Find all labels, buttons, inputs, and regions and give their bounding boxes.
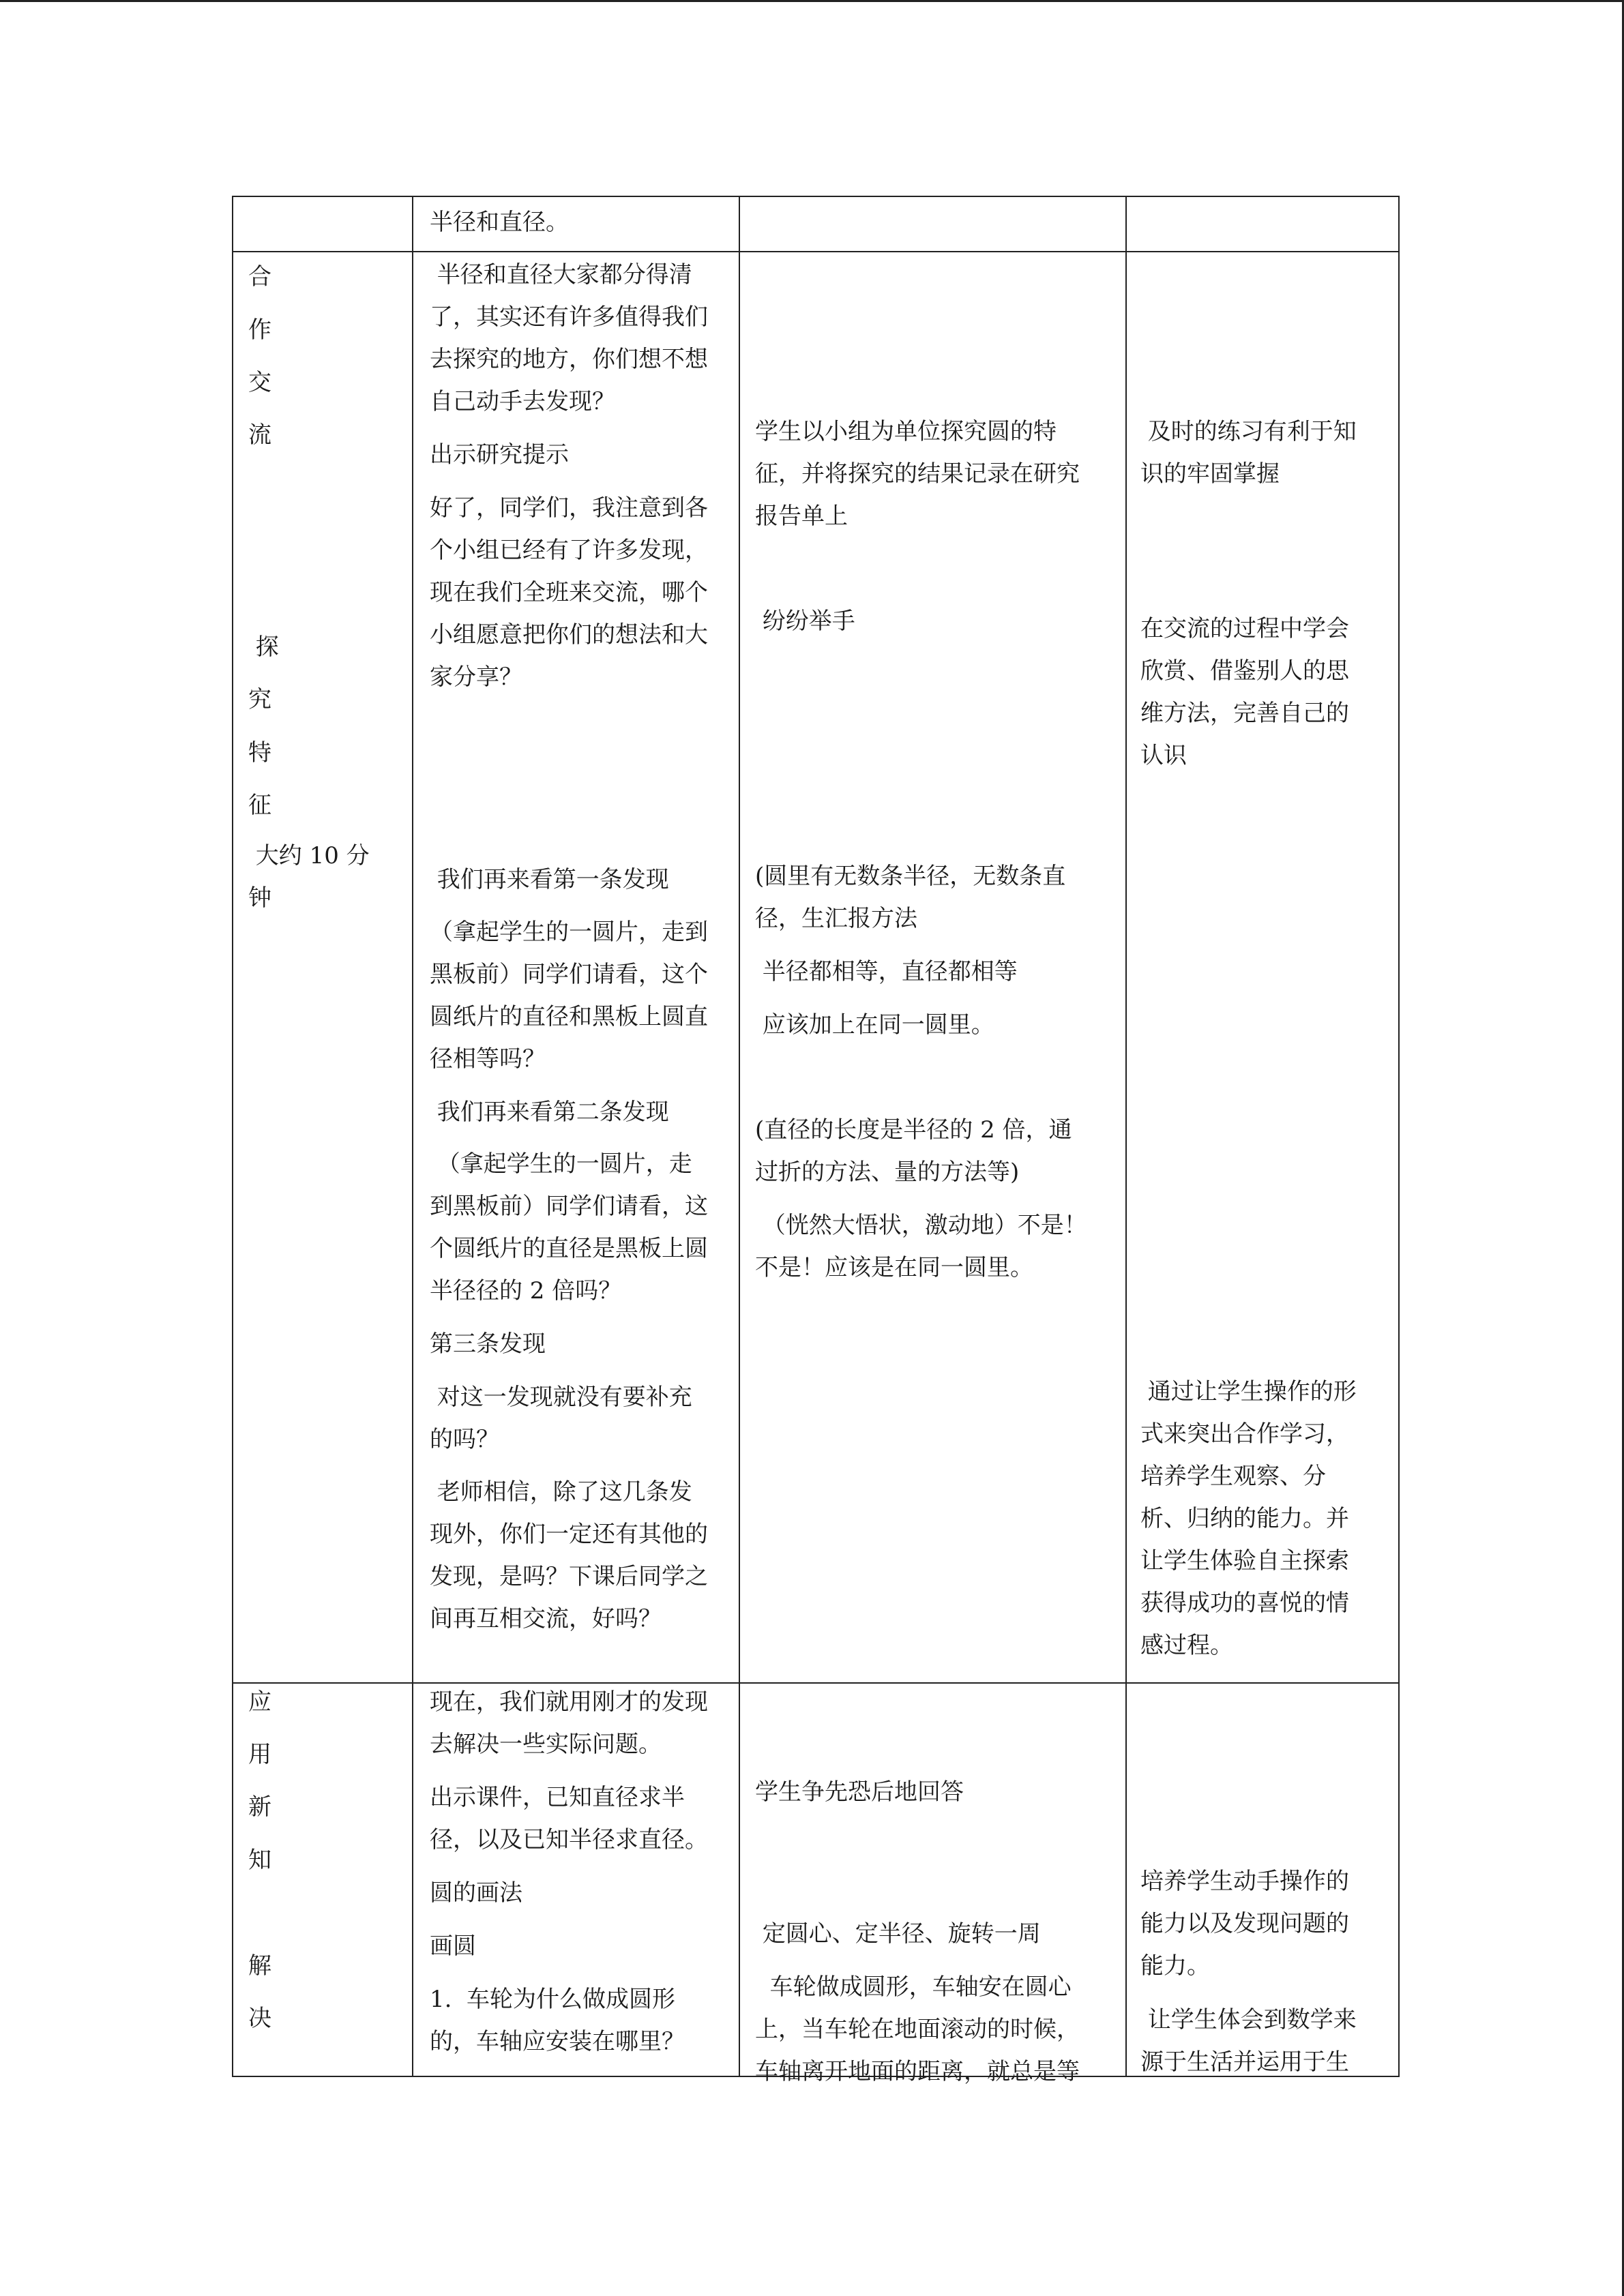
purpose-line: 及时的练习有利于知 (1140, 418, 1357, 445)
table-row (233, 252, 1399, 1683)
student-line: (圆里有无数条半径，无数条直 (755, 863, 1066, 890)
purpose-line: 让学生体会到数学来 (1140, 2006, 1357, 2033)
purpose-line: 让学生体验自主探索 (1140, 1547, 1349, 1575)
teacher-line: 我们再来看第二条发现 (430, 1099, 669, 1126)
teacher-line: 1. 车轮为什么做成圆形 (430, 1986, 676, 2013)
teacher-line: 半径和直径。 (430, 209, 569, 236)
teacher-line: 的吗？ (430, 1426, 499, 1453)
lesson-plan-table (232, 196, 1400, 2085)
student-line: （恍然大悟状，激动地）不是！ (755, 1212, 1087, 1239)
purpose-line: 培养学生动手操作的 (1140, 1868, 1349, 1895)
stage-char: 新 (248, 1793, 271, 1821)
page-edge-top (0, 0, 1624, 2)
teacher-line: 出示研究提示 (430, 441, 569, 468)
purpose-line: 能力。 (1140, 1952, 1210, 1980)
student-line: 过折的方法、量的方法等) (755, 1159, 1020, 1186)
student-activity-cell (739, 252, 1126, 1683)
student-line: 征，并将探究的结果记录在研究 (755, 460, 1080, 488)
student-line: 学生争先恐后地回答 (755, 1778, 964, 1806)
student-line: 纷纷举手 (755, 608, 855, 635)
stage-char: 交 (248, 369, 271, 396)
purpose-line: 培养学生观察、分 (1140, 1463, 1326, 1490)
student-line: 径，生汇报方法 (755, 905, 917, 932)
student-line: 定圆心、定半径、旋转一周 (755, 1920, 1041, 1948)
stage-cell (233, 252, 413, 1683)
student-line: 学生以小组为单位探究圆的特 (755, 418, 1057, 445)
stage-char: 征 (248, 792, 271, 819)
teacher-line: 径，以及已知半径求直径。 (430, 1826, 708, 1853)
student-line: 报告单上 (755, 503, 848, 530)
teacher-line: 对这一发现就没有要补充 (430, 1384, 692, 1411)
design-intent-cell (1126, 196, 1399, 252)
teacher-line: 发现，是吗？下课后同学之 (430, 1563, 708, 1590)
purpose-line: 维方法，完善自己的 (1140, 700, 1349, 727)
teacher-line: （拿起学生的一圆片，走 (430, 1150, 692, 1178)
teacher-line: 间再互相交流，好吗？ (430, 1605, 662, 1632)
stage-cell (233, 1683, 413, 2076)
purpose-line: 析、归纳的能力。并 (1140, 1505, 1349, 1532)
teacher-line: 圆纸片的直径和黑板上圆直 (430, 1003, 708, 1030)
teacher-line: 现在，我们就用刚才的发现 (430, 1688, 708, 1716)
stage-char: 合 (248, 263, 271, 290)
teacher-activity-cell (413, 252, 739, 1683)
student-line: 半径都相等，直径都相等 (755, 958, 1018, 985)
purpose-line: 欣赏、借鉴别人的思 (1140, 657, 1349, 685)
teacher-line: 半径和直径大家都分得清 (430, 261, 692, 288)
purpose-line: 认识 (1140, 742, 1187, 769)
design-intent-cell (1126, 1683, 1399, 2076)
teacher-line: 自己动手去发现？ (430, 388, 615, 415)
student-line: 车轴离开地面的距离，就总是等 (755, 2058, 1080, 2085)
table-row (233, 1683, 1399, 2076)
stage-char: 知 (248, 1847, 271, 1874)
teacher-line: 去解决一些实际问题。 (430, 1731, 662, 1758)
teacher-line: 了，其实还有许多值得我们 (430, 303, 708, 331)
student-line: 应该加上在同一圆里。 (755, 1011, 994, 1039)
student-line: 上，当车轮在地面滚动的时候， (755, 2016, 1080, 2043)
teacher-line: 现外，你们一定还有其他的 (430, 1521, 708, 1548)
table-row (233, 196, 1399, 252)
stage-char: 探 (248, 633, 279, 661)
stage-char: 作 (248, 316, 271, 344)
teacher-line: 个圆纸片的直径是黑板上圆 (430, 1235, 708, 1262)
teacher-line: 现在我们全班来交流，哪个 (430, 579, 708, 606)
purpose-line: 源于生活并运用于生 (1140, 2048, 1349, 2076)
teacher-line: 画圆 (430, 1933, 476, 1960)
purpose-line: 在交流的过程中学会 (1140, 615, 1349, 642)
teacher-line: 我们再来看第一条发现 (430, 866, 669, 893)
stage-char: 究 (248, 686, 271, 713)
stage-char: 解 (248, 1952, 271, 1980)
stage-duration: 大约 10 分 (248, 842, 370, 869)
teacher-line: 出示课件，已知直径求半 (430, 1784, 685, 1811)
purpose-line: 获得成功的喜悦的情 (1140, 1590, 1349, 1617)
teacher-line: 的，车轴应安装在哪里？ (430, 2028, 685, 2055)
teacher-line: 径相等吗？ (430, 1045, 546, 1073)
teacher-line: 圆的画法 (430, 1879, 522, 1907)
teacher-line: 好了，同学们，我注意到各 (430, 494, 708, 522)
student-line: 车轮做成圆形，车轴安在圆心 (755, 1973, 1072, 2001)
teacher-line: 个小组已经有了许多发现， (430, 537, 708, 564)
stage-char: 决 (248, 2005, 271, 2032)
purpose-line: 通过让学生操作的形 (1140, 1378, 1357, 1405)
purpose-line: 识的牢固掌握 (1140, 460, 1280, 488)
teacher-line: （拿起学生的一圆片，走到 (430, 919, 708, 946)
purpose-line: 式来突出合作学习， (1140, 1420, 1349, 1448)
teacher-line: 第三条发现 (430, 1330, 546, 1358)
student-line: 不是！应该是在同一圆里。 (755, 1254, 1033, 1281)
stage-duration: 钟 (248, 884, 271, 912)
teacher-line: 老师相信，除了这几条发 (430, 1478, 692, 1506)
teacher-activity-cell (413, 196, 739, 252)
design-intent-cell (1126, 252, 1399, 1683)
teacher-line: 到黑板前）同学们请看，这 (430, 1193, 708, 1220)
teacher-line: 半径径的 2 倍吗？ (430, 1277, 622, 1304)
teacher-line: 小组愿意把你们的想法和大 (430, 621, 708, 648)
student-line: (直径的长度是半径的 2 倍，通 (755, 1116, 1072, 1144)
stage-char: 用 (248, 1741, 271, 1768)
stage-char: 特 (248, 739, 271, 766)
student-activity-cell (739, 1683, 1126, 2085)
teacher-line: 黑板前）同学们请看，这个 (430, 961, 708, 988)
student-activity-cell (739, 196, 1126, 252)
teacher-activity-cell (413, 1683, 739, 2076)
stage-cell (233, 196, 413, 252)
teacher-line: 家分享？ (430, 664, 522, 691)
teacher-line: 去探究的地方，你们想不想 (430, 346, 708, 373)
purpose-line: 感过程。 (1140, 1632, 1233, 1659)
stage-char: 流 (248, 421, 271, 449)
stage-char: 应 (248, 1688, 271, 1716)
purpose-line: 能力以及发现问题的 (1140, 1910, 1349, 1937)
